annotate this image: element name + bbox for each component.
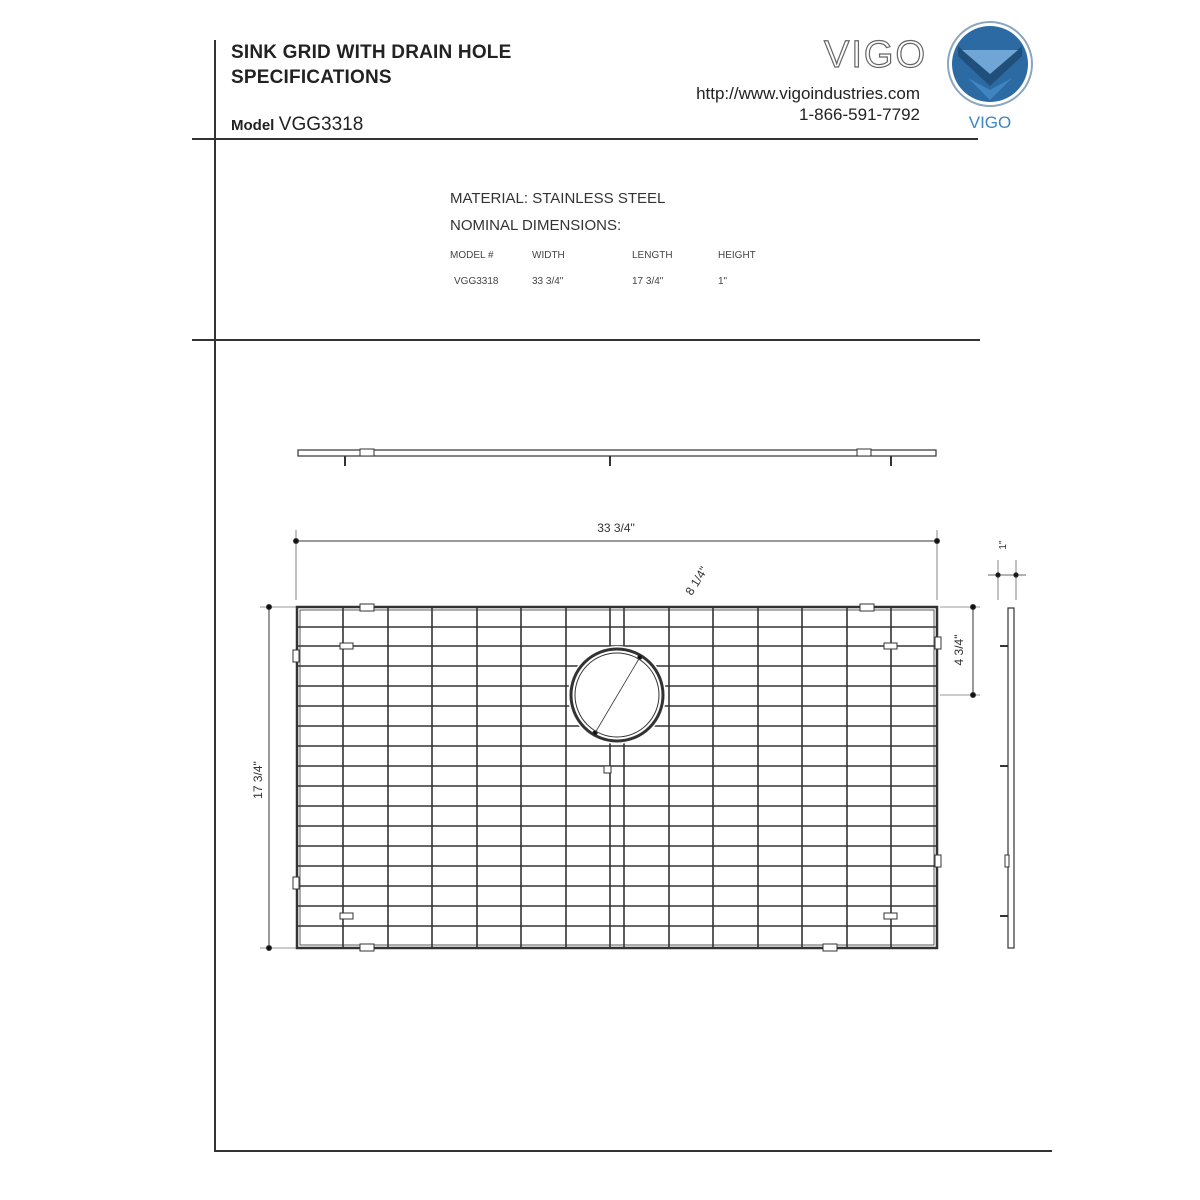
company-url: http://www.vigoindustries.com	[696, 84, 920, 103]
spec-col-height: HEIGHT	[718, 250, 756, 261]
spec-col-length: LENGTH	[632, 250, 673, 261]
height-dimension	[988, 560, 1026, 600]
spec-val-model: VGG3318	[454, 276, 499, 287]
length-dimension-label: 17 3/4"	[251, 761, 265, 799]
spec-val-width: 33 3/4"	[532, 276, 564, 287]
spec-col-model: MODEL #	[450, 250, 494, 261]
width-dimension	[294, 530, 940, 600]
grid-plan-view	[293, 604, 941, 951]
brand-wordmark: VIGO	[824, 34, 928, 76]
drain-hole-cutout	[568, 646, 666, 744]
spec-val-height: 1"	[718, 276, 728, 287]
height-dimension-label: 1"	[998, 540, 1009, 550]
width-dimension-label: 33 3/4"	[597, 521, 635, 535]
length-dimension	[260, 605, 296, 951]
grid-end-view	[1000, 608, 1014, 948]
model-value: VGG3318	[278, 114, 364, 135]
document-title-line2: SPECIFICATIONS	[231, 67, 392, 88]
company-phone: 1-866-591-7792	[799, 105, 920, 124]
nominal-dimensions-line: NOMINAL DIMENSIONS:	[450, 217, 622, 234]
model-label: Model	[231, 117, 275, 134]
spec-val-length: 17 3/4"	[632, 276, 664, 287]
document-title-line1: SINK GRID WITH DRAIN HOLE	[231, 42, 512, 63]
material-line: MATERIAL: STAINLESS STEEL	[450, 190, 666, 207]
drain-offset-label: 4 3/4"	[952, 634, 966, 666]
drain-dimension-label: 8 1/4"	[682, 564, 711, 598]
logo-caption: VIGO	[968, 113, 1012, 132]
spec-col-width: WIDTH	[532, 250, 565, 261]
grid-side-view	[298, 449, 936, 466]
